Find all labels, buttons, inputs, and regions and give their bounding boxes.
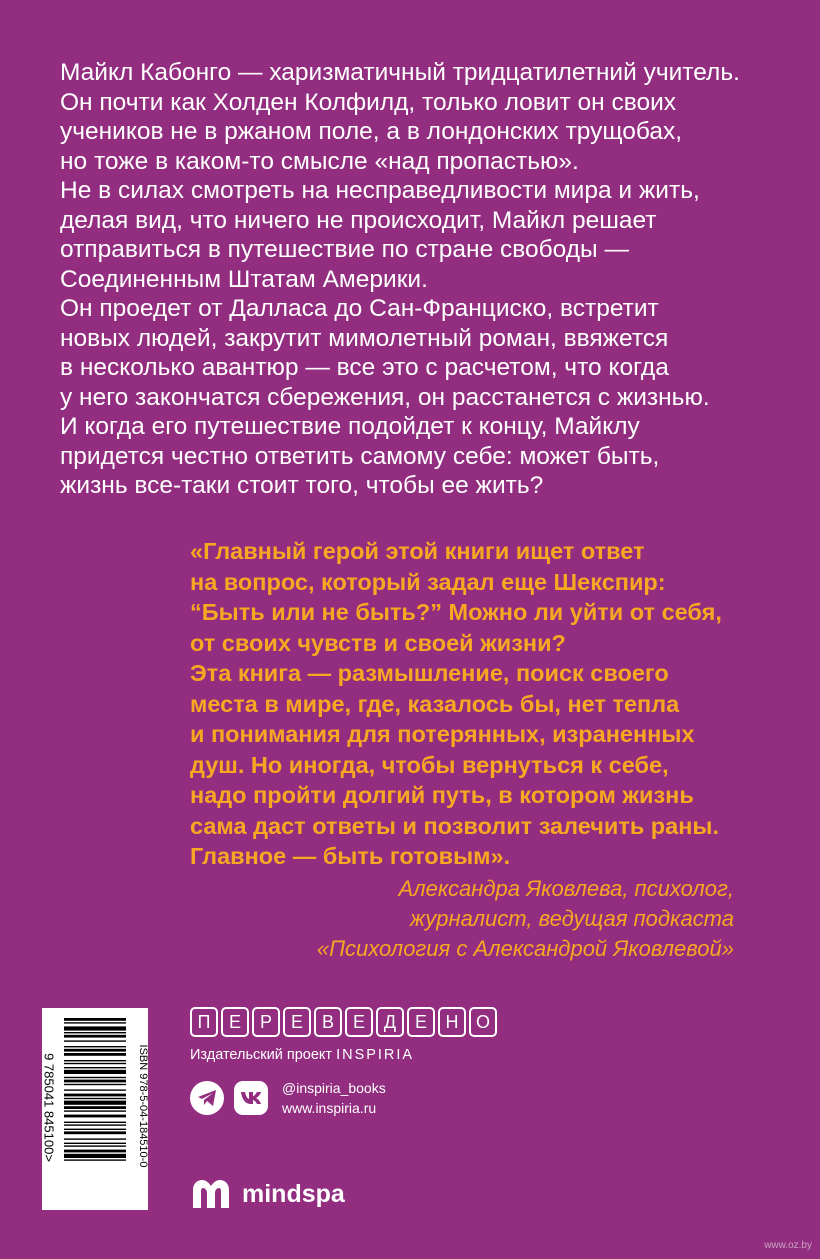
series-letter: Е: [221, 1007, 249, 1037]
barcode-bar: [64, 1049, 126, 1052]
barcode-bar: [64, 1115, 126, 1118]
blurb-line: жизнь все-таки стоит того, чтобы ее жить?: [60, 472, 544, 499]
barcode-bar: [64, 1124, 126, 1125]
barcode: [42, 1008, 148, 1210]
barcode-bar: [64, 1032, 126, 1033]
series-letter: П: [190, 1007, 218, 1037]
barcode-bar: [64, 1022, 126, 1023]
barcode-bar: [64, 1106, 126, 1109]
blurb-line: новых людей, закрутит мимолетный роман, ввяжется: [60, 324, 669, 352]
blurb-line: Он проедет от Далласа до Сан-Франциско, встретит: [60, 295, 659, 322]
project-label: Издательский проект: [190, 1047, 333, 1063]
quote-line: Эта книга — размышление, поиск своего: [190, 660, 669, 686]
blurb-line: отправиться в путешествие по стране свободы —: [60, 236, 629, 263]
quote-line: «Главный герой этой книги ищет ответ: [190, 538, 645, 564]
barcode-bar: [64, 1060, 126, 1061]
review-quote: [190, 536, 780, 872]
barcode-bar: [64, 1070, 126, 1074]
barcode-bar: [64, 1035, 126, 1038]
barcode-bar: [64, 1110, 126, 1111]
barcode-bar: [64, 1026, 126, 1030]
quote-attribution: [317, 874, 734, 964]
quote-line: и понимания для потерянных, израненных: [190, 721, 695, 747]
mindspa-logo-icon: [190, 1178, 232, 1210]
series-letter: В: [314, 1007, 342, 1037]
telegram-icon: [190, 1081, 224, 1115]
series-logo: [190, 1007, 497, 1037]
quote-line: Главное — быть готовым».: [190, 843, 511, 869]
quote-line: душ. Но иногда, чтобы вернуться к себе,: [190, 751, 669, 778]
blurb-line: Соединенным Штатам Америки.: [60, 265, 428, 293]
attribution-line: «Психология с Александрой Яковлевой»: [316, 936, 734, 961]
blurb-line: придется честно ответить самому себе: может быть,: [60, 442, 660, 470]
blurb-line: учеников не в ржаном поле, а в лондонских трущобах,: [60, 118, 683, 145]
social-links: [190, 1078, 386, 1118]
quote-line: надо пройти долгий путь, в котором жизнь: [190, 782, 694, 808]
isbn-label: ISBN 978-5-04-184510-0: [137, 1044, 149, 1168]
barcode-digits: [42, 1043, 57, 1173]
contact-lines: [282, 1078, 386, 1118]
series-letter: Е: [283, 1007, 311, 1037]
series-letter: Р: [252, 1007, 280, 1037]
barcode-bar: [64, 1040, 126, 1041]
blurb-line: у него закончатся сбережения, он расстанется с жизнью.: [60, 383, 710, 411]
quote-line: на вопрос, который задал еще Шекспир:: [190, 568, 666, 595]
barcode-bar: [64, 1077, 126, 1078]
series-letter: Е: [407, 1007, 435, 1037]
imprint-brand: INSPIRIA: [336, 1047, 415, 1063]
barcode-bar: [64, 1067, 126, 1068]
barcode-bar: [64, 1080, 126, 1083]
series-letter: Н: [438, 1007, 466, 1037]
barcode-bar: [64, 1046, 126, 1047]
series-letter: Е: [345, 1007, 373, 1037]
blurb-line: Он почти как Холден Колфилд, только ловит он своих: [60, 88, 677, 116]
attribution-line: журналист, ведущая подкаста: [409, 906, 734, 931]
quote-line: сама даст ответы и позволит залечить раны.: [190, 812, 720, 839]
publisher-name: mindspa: [242, 1179, 345, 1208]
blurb-line: Майкл Кабонго — харизматичный тридцатилетний учитель.: [60, 59, 740, 86]
barcode-bar: [64, 1143, 126, 1144]
barcode-bar: [64, 1053, 126, 1056]
publisher-logo: [190, 1178, 345, 1210]
quote-line: от своих чувств и своей жизни?: [190, 629, 566, 656]
barcode-bar: [64, 1129, 126, 1130]
watermark: www.oz.by: [764, 1240, 812, 1251]
blurb-line: И когда его путешествие подойдет к концу, Майклу: [60, 413, 640, 440]
blurb-line: делая вид, что ничего не происходит, Майкл решает: [60, 206, 657, 234]
book-description: [60, 58, 780, 501]
barcode-bar: [64, 1063, 126, 1064]
barcode-bar: [64, 1145, 126, 1146]
barcode-bar: [64, 1122, 126, 1123]
series-letter: Д: [376, 1007, 404, 1037]
quote-line: места в мире, где, казалось бы, нет тепла: [190, 690, 680, 717]
barcode-number: 9 785041 845100: [41, 1053, 57, 1155]
barcode-bar: [64, 1154, 126, 1158]
attribution-line: Александра Яковлева, психолог,: [398, 876, 734, 901]
barcode-bar: [64, 1089, 126, 1090]
quote-line: “Быть или не быть?” Можно ли уйти от себя,: [190, 599, 722, 625]
barcode-bar: [64, 1101, 126, 1105]
barcode-arrow: >: [41, 1154, 57, 1162]
barcode-bar: [64, 1138, 126, 1139]
blurb-line: в несколько авантюр — все это с расчетом, что когда: [60, 354, 669, 381]
social-handle[interactable]: @inspiria_books: [282, 1080, 386, 1096]
barcode-bars: [42, 1008, 148, 1210]
imprint-line: [190, 1047, 414, 1063]
website-link[interactable]: www.inspiria.ru: [282, 1100, 377, 1116]
vk-icon: [234, 1081, 268, 1115]
series-letter: О: [469, 1007, 497, 1037]
barcode-bar: [64, 1094, 126, 1097]
barcode-bar: [64, 1098, 126, 1099]
barcode-bar: [64, 1018, 126, 1021]
blurb-line: Не в силах смотреть на несправедливости мира и жить,: [60, 177, 700, 204]
blurb-line: но тоже в каком-то смысле «над пропастью».: [60, 147, 579, 175]
barcode-bar: [64, 1131, 126, 1134]
barcode-bar: [64, 1084, 126, 1085]
barcode-bar: [64, 1150, 126, 1153]
barcode-bar: [64, 1159, 126, 1160]
